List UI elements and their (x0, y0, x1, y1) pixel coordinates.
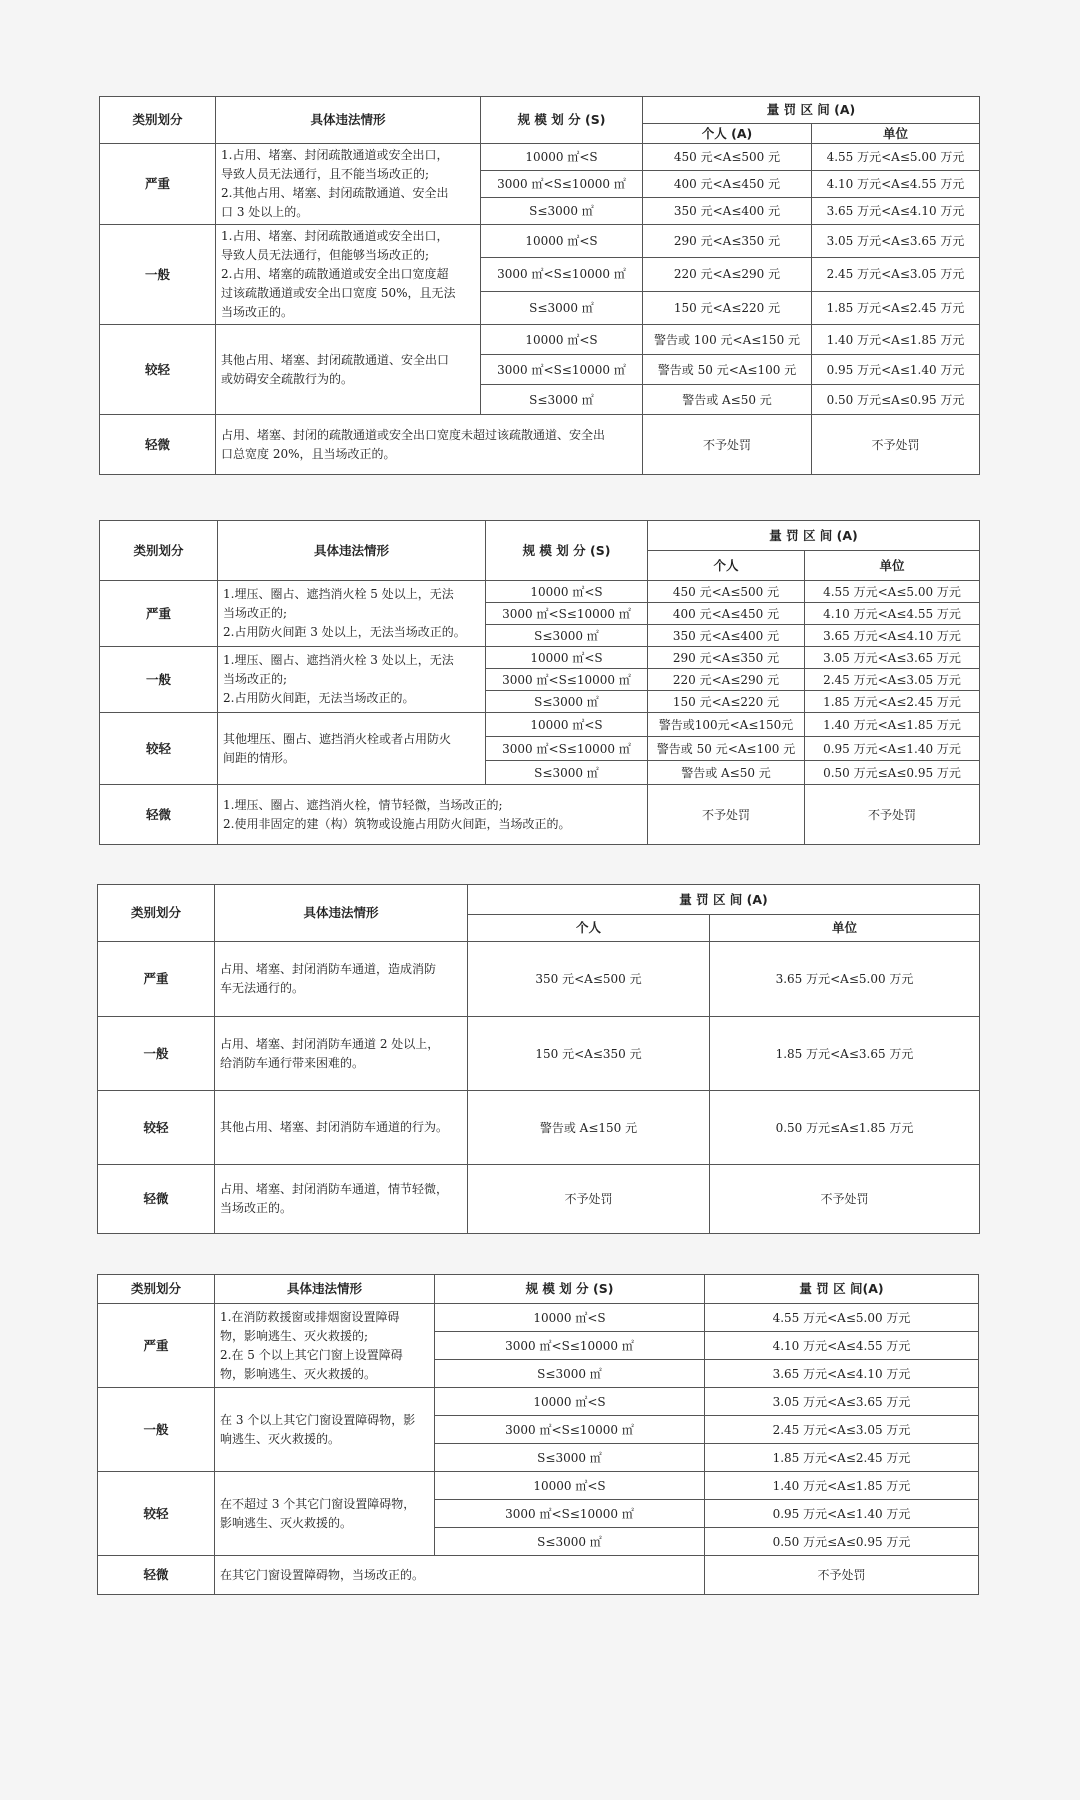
header-unit: 单位 (710, 915, 980, 942)
table-3-card (97, 884, 979, 1234)
scale-cell: 10000 ㎡<S (481, 144, 643, 171)
desc-line: 导致人员无法通行，但能够当场改正的; (221, 248, 430, 262)
scale-cell: S≤3000 ㎡ (435, 1360, 705, 1388)
category-cell: 轻微 (98, 1556, 215, 1595)
penalty-table-hydrant (99, 520, 980, 845)
desc-line: 1.埋压、圈占、遮挡消火栓，情节轻微，当场改正的; (223, 797, 503, 812)
header-category: 类别划分 (98, 1275, 215, 1304)
individual-cell: 警告或 100 元<A≤150 元 (643, 325, 812, 355)
desc-line: 在其它门窗设置障碍物，当场改正的。 (220, 1567, 425, 1582)
header-situation: 具体违法情形 (215, 885, 468, 942)
penalty-cell: 1.40 万元<A≤1.85 万元 (705, 1472, 979, 1500)
penalty-cell: 2.45 万元<A≤3.05 万元 (705, 1416, 979, 1444)
unit-cell: 1.40 万元<A≤1.85 万元 (805, 713, 980, 737)
unit-cell: 3.05 万元<A≤3.65 万元 (812, 225, 980, 258)
desc-line: 间距的情形。 (223, 750, 296, 765)
scale-cell: 10000 ㎡<S (481, 325, 643, 355)
unit-cell: 不予处罚 (710, 1165, 980, 1234)
penalty-cell: 0.95 万元<A≤1.40 万元 (705, 1500, 979, 1528)
penalty-table-evacuation (99, 96, 980, 475)
individual-cell: 150 元<A≤220 元 (648, 691, 805, 713)
scale-cell: S≤3000 ㎡ (435, 1444, 705, 1472)
desc-line: 物，影响逃生、灭火救援的; (220, 1328, 369, 1343)
individual-cell: 不予处罚 (648, 785, 805, 845)
desc-line: 其他埋压、圈占、遮挡消火栓或者占用防火 (223, 731, 452, 746)
header-individual: 个人 (A) (643, 124, 812, 144)
category-cell: 较轻 (100, 325, 216, 415)
unit-cell: 1.85 万元<A≤2.45 万元 (812, 291, 980, 324)
unit-cell: 1.85 万元<A≤3.65 万元 (710, 1017, 980, 1091)
header-individual: 个人 (468, 915, 710, 942)
header-category: 类别划分 (100, 97, 216, 144)
unit-cell: 4.55 万元<A≤5.00 万元 (805, 581, 980, 603)
header-penalty: 量 罚 区 间 (A) (648, 521, 980, 551)
desc-line: 口总宽度 20%，且当场改正的。 (221, 446, 396, 461)
header-penalty: 量 罚 区 间 (A) (643, 97, 980, 124)
desc-line: 在 3 个以上其它门窗设置障碍物，影 (220, 1412, 416, 1427)
unit-cell: 0.95 万元<A≤1.40 万元 (805, 737, 980, 761)
individual-cell: 350 元<A≤500 元 (468, 942, 710, 1017)
desc-line: 响逃生、灭火救援的。 (220, 1431, 341, 1446)
header-scale: 规 模 划 分 (S) (435, 1275, 705, 1304)
individual-cell: 警告或 A≤50 元 (643, 385, 812, 415)
desc-line: 占用、堵塞、封闭消防车通道，情节轻微， (220, 1182, 449, 1196)
header-individual: 个人 (648, 551, 805, 581)
category-cell: 轻微 (98, 1165, 215, 1234)
penalty-cell: 1.85 万元<A≤2.45 万元 (705, 1444, 979, 1472)
situation-cell (215, 1388, 435, 1472)
situation-cell (216, 144, 481, 225)
category-cell: 严重 (98, 942, 215, 1017)
penalty-cell: 3.65 万元<A≤4.10 万元 (705, 1360, 979, 1388)
desc-line: 当场改正的。 (220, 1201, 293, 1215)
desc-line: 占用、堵塞、封闭消防车通道，造成消防 (220, 962, 437, 976)
desc-line: 1.在消防救援窗或排烟窗设置障碍 (220, 1309, 400, 1324)
desc-line: 占用、堵塞、封闭消防车通道 2 处以上， (220, 1036, 440, 1051)
individual-cell: 警告或 A≤150 元 (468, 1091, 710, 1165)
unit-cell: 不予处罚 (805, 785, 980, 845)
category-cell: 一般 (100, 225, 216, 325)
desc-line: 2.在 5 个以上其它门窗上设置障碍 (220, 1347, 403, 1362)
scale-cell: 3000 ㎡<S≤10000 ㎡ (481, 355, 643, 385)
category-cell: 严重 (100, 581, 218, 647)
unit-cell: 不予处罚 (812, 415, 980, 475)
desc-line: 当场改正的; (223, 672, 288, 686)
scale-cell: 3000 ㎡<S≤10000 ㎡ (486, 737, 648, 761)
header-category: 类别划分 (100, 521, 218, 581)
scale-cell: 10000 ㎡<S (435, 1304, 705, 1332)
situation-cell (215, 1472, 435, 1556)
scale-cell: 3000 ㎡<S≤10000 ㎡ (435, 1500, 705, 1528)
individual-cell: 290 元<A≤350 元 (643, 225, 812, 258)
scale-cell: 10000 ㎡<S (481, 225, 643, 258)
scale-cell: 10000 ㎡<S (486, 713, 648, 737)
scale-cell: S≤3000 ㎡ (481, 385, 643, 415)
unit-cell: 2.45 万元<A≤3.05 万元 (812, 258, 980, 291)
situation-cell (215, 1165, 468, 1234)
individual-cell: 220 元<A≤290 元 (643, 258, 812, 291)
category-cell: 轻微 (100, 785, 218, 845)
scale-cell: 10000 ㎡<S (435, 1472, 705, 1500)
desc-line: 当场改正的。 (221, 305, 294, 319)
individual-cell: 警告或100元<A≤150元 (648, 713, 805, 737)
header-unit: 单位 (805, 551, 980, 581)
desc-line: 2.使用非固定的建（构）筑物或设施占用防火间距，当场改正的。 (223, 816, 571, 831)
individual-cell: 290 元<A≤350 元 (648, 647, 805, 669)
individual-cell: 450 元<A≤500 元 (648, 581, 805, 603)
category-cell: 较轻 (98, 1472, 215, 1556)
unit-cell: 3.65 万元<A≤5.00 万元 (710, 942, 980, 1017)
header-scale: 规 模 划 分 (S) (486, 521, 648, 581)
unit-cell: 4.55 万元<A≤5.00 万元 (812, 144, 980, 171)
desc-line: 2.占用防火间距，无法当场改正的。 (223, 691, 415, 705)
unit-cell: 0.95 万元<A≤1.40 万元 (812, 355, 980, 385)
desc-line: 1.占用、堵塞、封闭疏散通道或安全出口， (221, 229, 449, 243)
desc-line: 口 3 处以上的。 (221, 205, 309, 219)
header-situation: 具体违法情形 (218, 521, 486, 581)
desc-line: 导致人员无法通行，且不能当场改正的; (221, 167, 430, 181)
unit-cell: 0.50 万元≤A≤0.95 万元 (812, 385, 980, 415)
individual-cell: 150 元<A≤350 元 (468, 1017, 710, 1091)
individual-cell: 不予处罚 (643, 415, 812, 475)
desc-line: 其他占用、堵塞、封闭疏散通道、安全出口 (221, 352, 450, 367)
unit-cell: 1.40 万元<A≤1.85 万元 (812, 325, 980, 355)
desc-line: 影响逃生、灭火救援的。 (220, 1515, 353, 1530)
individual-cell: 400 元<A≤450 元 (643, 171, 812, 198)
individual-cell: 150 元<A≤220 元 (643, 291, 812, 324)
desc-line: 1.占用、堵塞、封闭疏散通道或安全出口， (221, 148, 449, 162)
desc-line: 1.埋压、圈占、遮挡消火栓 3 处以上，无法 (223, 653, 454, 667)
category-cell: 严重 (100, 144, 216, 225)
individual-cell: 220 元<A≤290 元 (648, 669, 805, 691)
individual-cell: 警告或 50 元<A≤100 元 (643, 355, 812, 385)
situation-cell (215, 942, 468, 1017)
unit-cell: 1.85 万元<A≤2.45 万元 (805, 691, 980, 713)
header-situation: 具体违法情形 (215, 1275, 435, 1304)
individual-cell: 350 元<A≤400 元 (643, 198, 812, 225)
penalty-table-windows (97, 1274, 979, 1595)
scale-cell: 10000 ㎡<S (486, 647, 648, 669)
individual-cell: 警告或 50 元<A≤100 元 (648, 737, 805, 761)
scale-cell: 10000 ㎡<S (435, 1388, 705, 1416)
scale-cell: 3000 ㎡<S≤10000 ㎡ (486, 603, 648, 625)
penalty-table-fire-lane (97, 884, 980, 1234)
unit-cell: 0.50 万元≤A≤1.85 万元 (710, 1091, 980, 1165)
desc-line: 2.占用、堵塞的疏散通道或安全出口宽度超 (221, 267, 449, 281)
table-1-card (99, 96, 979, 475)
unit-cell: 3.65 万元<A≤4.10 万元 (812, 198, 980, 225)
desc-line: 其他占用、堵塞、封闭消防车通道的行为。 (220, 1120, 449, 1134)
header-penalty: 量 罚 区 间(A) (705, 1275, 979, 1304)
desc-line: 当场改正的; (223, 606, 288, 620)
desc-line: 2.占用防火间距 3 处以上，无法当场改正的。 (223, 625, 466, 639)
unit-cell: 2.45 万元<A≤3.05 万元 (805, 669, 980, 691)
header-scale: 规 模 划 分 (S) (481, 97, 643, 144)
category-cell: 轻微 (100, 415, 216, 475)
individual-cell: 警告或 A≤50 元 (648, 761, 805, 785)
category-cell: 一般 (98, 1017, 215, 1091)
desc-line: 1.埋压、圈占、遮挡消火栓 5 处以上，无法 (223, 587, 454, 601)
desc-line: 车无法通行的。 (220, 981, 305, 995)
unit-cell: 3.65 万元<A≤4.10 万元 (805, 625, 980, 647)
individual-cell: 450 元<A≤500 元 (643, 144, 812, 171)
desc-line: 过该疏散通道或安全出口宽度 50%，且无法 (221, 286, 456, 300)
unit-cell: 4.10 万元<A≤4.55 万元 (812, 171, 980, 198)
scale-cell: S≤3000 ㎡ (481, 198, 643, 225)
situation-cell (216, 415, 643, 475)
scale-cell: 10000 ㎡<S (486, 581, 648, 603)
individual-cell: 400 元<A≤450 元 (648, 603, 805, 625)
situation-cell (215, 1017, 468, 1091)
scale-cell: S≤3000 ㎡ (481, 291, 643, 324)
desc-line: 在不超过 3 个其它门窗设置障碍物， (220, 1496, 416, 1511)
unit-cell: 0.50 万元≤A≤0.95 万元 (805, 761, 980, 785)
category-cell: 较轻 (100, 713, 218, 785)
header-unit: 单位 (812, 124, 980, 144)
scale-cell: S≤3000 ㎡ (486, 691, 648, 713)
individual-cell: 350 元<A≤400 元 (648, 625, 805, 647)
scale-cell: 3000 ㎡<S≤10000 ㎡ (481, 258, 643, 291)
situation-cell (218, 785, 648, 845)
penalty-cell: 4.55 万元<A≤5.00 万元 (705, 1304, 979, 1332)
situation-cell (218, 713, 486, 785)
situation-cell (218, 647, 486, 713)
header-penalty: 量 罚 区 间 (A) (468, 885, 980, 915)
desc-line: 2.其他占用、堵塞、封闭疏散通道、安全出 (221, 186, 449, 200)
scale-cell: 3000 ㎡<S≤10000 ㎡ (435, 1332, 705, 1360)
desc-line: 物，影响逃生、灭火救援的。 (220, 1366, 377, 1381)
individual-cell: 不予处罚 (468, 1165, 710, 1234)
table-4-card (97, 1274, 978, 1595)
category-cell: 严重 (98, 1304, 215, 1388)
scale-cell: 3000 ㎡<S≤10000 ㎡ (481, 171, 643, 198)
situation-cell (216, 225, 481, 325)
penalty-cell: 不予处罚 (705, 1556, 979, 1595)
category-cell: 一般 (100, 647, 218, 713)
penalty-cell: 4.10 万元<A≤4.55 万元 (705, 1332, 979, 1360)
situation-cell (215, 1091, 468, 1165)
scale-cell: S≤3000 ㎡ (435, 1528, 705, 1556)
header-category: 类别划分 (98, 885, 215, 942)
desc-line: 或妨碍安全疏散行为的。 (221, 371, 354, 386)
penalty-cell: 3.05 万元<A≤3.65 万元 (705, 1388, 979, 1416)
situation-cell (215, 1556, 705, 1595)
desc-line: 给消防车通行带来困难的。 (220, 1055, 365, 1070)
desc-line: 占用、堵塞、封闭的疏散通道或安全出口宽度未超过该疏散通道、安全出 (221, 427, 606, 442)
unit-cell: 3.05 万元<A≤3.65 万元 (805, 647, 980, 669)
situation-cell (218, 581, 486, 647)
scale-cell: S≤3000 ㎡ (486, 761, 648, 785)
scale-cell: 3000 ㎡<S≤10000 ㎡ (435, 1416, 705, 1444)
category-cell: 较轻 (98, 1091, 215, 1165)
situation-cell (215, 1304, 435, 1388)
category-cell: 一般 (98, 1388, 215, 1472)
penalty-cell: 0.50 万元≤A≤0.95 万元 (705, 1528, 979, 1556)
unit-cell: 4.10 万元<A≤4.55 万元 (805, 603, 980, 625)
scale-cell: S≤3000 ㎡ (486, 625, 648, 647)
scale-cell: 3000 ㎡<S≤10000 ㎡ (486, 669, 648, 691)
table-2-card (99, 520, 979, 845)
header-situation: 具体违法情形 (216, 97, 481, 144)
situation-cell (216, 325, 481, 415)
